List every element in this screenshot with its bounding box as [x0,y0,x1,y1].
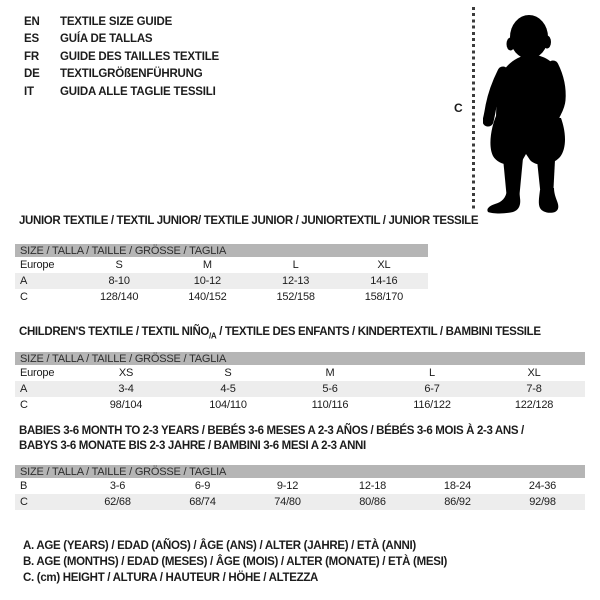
height-dashed-line [472,7,475,211]
size-table [15,465,585,510]
guide-title-es: GUÍA DE TALLAS [60,33,153,46]
language-row-es [24,31,219,49]
table-row [15,397,585,413]
table-title-text: BABIES 3-6 MONTH TO 2-3 YEARS / BEBÉS 3-6 MESES A 2-3 AÑOS / BÉBÉS 3-6 MOIS À 2-3 ANS / [19,425,524,437]
size-table-block [15,214,478,305]
size-value-cell: 128/140 [99,291,139,303]
size-value-cell: M [325,367,335,380]
size-header-row [15,465,585,478]
size-value-cell: 4-5 [220,383,236,396]
row-label: C [20,399,28,412]
table-title [15,214,478,229]
size-value-cell: S [115,259,123,271]
size-value-cell: 104/110 [209,399,247,412]
legend-line-b: B. AGE (MONTHS) / EDAD (MESES) / ÂGE (MOIS) / ALTER (MONATE) / ETÀ (MESI) [23,556,448,569]
height-figure [440,5,600,215]
size-value-cell: 14-16 [370,275,398,287]
legend-line-a: A. AGE (YEARS) / EDAD (AÑOS) / ÂGE (ANS) / ALTER (JAHRE) / ETÀ (ANNI) [23,540,416,552]
size-value-cell: 8-10 [108,275,130,287]
table-row [15,289,428,305]
table-row [15,273,428,289]
guide-title-fr: GUIDE DES TAILLES TEXTILE [60,50,219,63]
size-value-cell: 68/74 [189,496,216,508]
size-header-cell: SIZE / TALLA / TAILLE / GRÖSSE / TAGLIA [15,352,585,365]
language-row-it [24,83,219,101]
size-value-cell: 152/158 [276,291,315,303]
size-value-cell: 12-18 [358,480,387,492]
size-value-cell: L [292,259,299,271]
table-title-text: JUNIOR TEXTILE / TEXTIL JUNIOR/ TEXTILE JUNIOR / JUNIORTEXTIL / JUNIOR TESSILE [19,215,479,227]
size-value-cell: M [202,259,212,271]
size-value-cell: 5-6 [322,383,338,396]
size-value-cell: 98/104 [109,399,143,412]
guide-title-en: TEXTILE SIZE GUIDE [60,15,173,28]
size-value-cell: 9-12 [276,480,299,492]
language-title-list [24,13,219,101]
legend-line-c: C. (cm) HEIGHT / ALTURA / HAUTEUR / HÖHE / ALTEZZA [23,572,319,585]
toddler-silhouette-icon [483,10,573,214]
size-header-cell: SIZE / TALLA / TAILLE / GRÖSSE / TAGLIA [15,465,585,478]
language-code: FR [24,50,39,63]
language-code: IT [24,85,34,98]
size-value-cell: 86/92 [444,496,471,508]
size-value-cell: 80/86 [359,496,386,508]
size-header-cell: SIZE / TALLA / TAILLE / GRÖSSE / TAGLIA [15,244,428,257]
row-label: A [20,383,28,396]
table-title-line [19,214,478,229]
table-title-subscript: /A [209,331,217,341]
table-row [15,381,585,397]
size-value-cell: 7-8 [526,383,542,396]
size-table [15,352,585,413]
size-header-row [15,244,428,257]
size-value-cell: 18-24 [443,480,472,492]
size-header-row [15,352,585,365]
height-measure-label: C [454,101,463,115]
table-title-line [19,325,585,343]
size-value-cell: 3-6 [109,480,126,492]
table-title-text: / TEXTILE DES ENFANTS / KINDERTEXTIL / BAMBINI TESSILE [216,326,541,338]
guide-title-it: GUIDA ALLE TAGLIE TESSILI [60,85,216,98]
size-table [15,244,428,305]
row-label: C [20,496,28,508]
language-row-en [24,13,219,31]
size-value-cell: 24-36 [528,480,557,492]
size-value-cell: 6-9 [194,480,211,492]
legend [23,538,447,587]
language-row-de [24,66,219,84]
table-row [15,494,585,510]
size-value-cell: XL [527,367,541,380]
size-value-cell: 92/98 [529,496,556,508]
size-table-block [15,424,585,510]
guide-title-de: TEXTILGRÖßENFÜHRUNG [60,68,203,81]
language-row-fr [24,48,219,66]
size-value-cell: 12-13 [282,275,310,287]
table-title-line [19,439,585,454]
language-code: ES [24,33,39,46]
language-code: EN [24,15,40,28]
row-label: C [20,291,28,303]
table-title-text: CHILDREN'S TEXTILE / TEXTIL NIÑO [19,326,210,338]
size-value-cell: 140/152 [188,291,227,303]
size-value-cell: S [224,367,232,380]
table-title [15,424,585,454]
table-row [15,257,428,273]
row-label: Europe [20,367,55,380]
row-label: Europe [20,259,55,271]
table-row [15,478,585,494]
size-value-cell: 116/122 [413,399,451,412]
size-value-cell: 62/68 [104,496,131,508]
size-value-cell: XL [377,259,391,271]
size-value-cell: 110/116 [311,399,349,412]
table-title-text: BABYS 3-6 MONATE BIS 2-3 JAHRE / BAMBINI 3-6 MESI A 2-3 ANNI [19,440,366,452]
table-title [15,325,585,343]
size-table-block [15,325,585,413]
size-value-cell: 158/170 [364,291,404,303]
size-value-cell: L [429,367,435,380]
size-value-cell: 6-7 [424,383,440,396]
size-value-cell: 74/80 [274,496,301,508]
size-value-cell: 3-4 [118,383,134,396]
table-title-line [19,424,585,439]
language-code: DE [24,68,40,81]
size-value-cell: 122/128 [514,399,554,412]
size-value-cell: 10-12 [193,275,221,287]
table-row [15,365,585,381]
size-value-cell: XS [118,367,134,380]
row-label: B [20,480,28,492]
row-label: A [20,275,28,287]
